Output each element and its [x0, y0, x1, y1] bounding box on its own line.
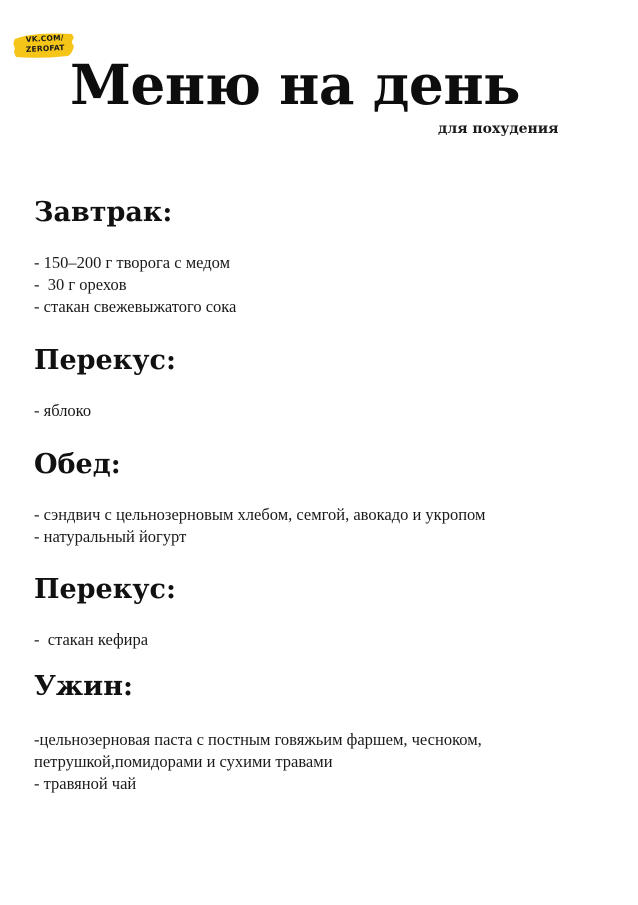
snack-2-list [34, 629, 614, 651]
section-heading-breakfast: Завтрак: [34, 197, 173, 228]
snack-1-list [34, 400, 614, 422]
breakfast-list [34, 252, 614, 318]
list-item: - натуральный йогурт [34, 527, 187, 546]
list-item: - 150–200 г творога с медом [34, 253, 231, 272]
section-lunch [34, 448, 614, 546]
section-heading-snack-2: Перекус: [34, 574, 176, 605]
logo-text [16, 32, 75, 55]
list-item: - травяной чай [34, 774, 137, 793]
logo-line-2: ZEROFAT [25, 42, 65, 55]
lunch-list [34, 504, 614, 548]
section-heading-dinner: Ужин: [34, 671, 133, 702]
logo-line-1: VK.COM/ [25, 33, 64, 44]
section-dinner [34, 670, 614, 793]
list-item: - сэндвич с цельнозерновым хлебом, семгой, авокадо и укропом [34, 505, 486, 524]
section-heading-snack-1: Перекус: [34, 345, 176, 376]
page-subtitle: для похудения [438, 121, 559, 137]
list-item: - стакан кефира [34, 630, 149, 649]
page-title: Меню на день [70, 52, 520, 117]
section-snack-2 [34, 573, 614, 649]
section-breakfast [34, 196, 614, 316]
list-item: - яблоко [34, 401, 92, 420]
list-item: -цельнозерновая паста с постным говяжьим фаршем, чесноком, петрушкой,помидорами и сухими травами [34, 730, 486, 771]
list-item: - стакан свежевыжатого сока [34, 297, 237, 316]
section-snack-1 [34, 344, 614, 420]
list-item: - 30 г орехов [34, 275, 127, 294]
dinner-list [34, 729, 614, 795]
section-heading-lunch: Обед: [34, 449, 121, 480]
vk-zerofat-logo [12, 30, 76, 60]
